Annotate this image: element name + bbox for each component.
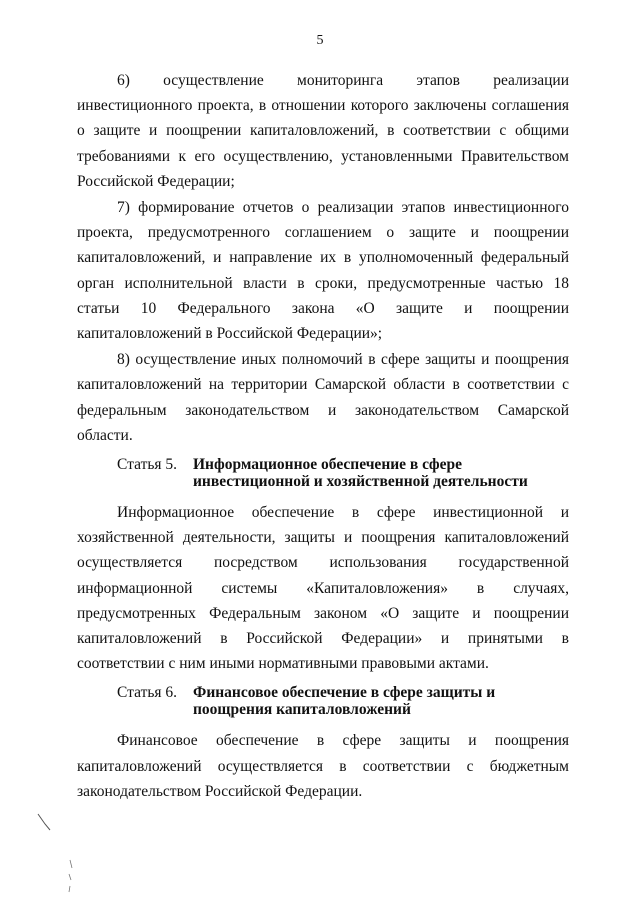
article-5-text: Информационное обеспечение в сфере инвестиционной и хозяйственной деятельности, защиты и поощрения капиталовложений осуществляется посредством использования государственной информационной системы «Капиталовложения» в случаях, предусмотренных Федеральным законом «О защите и поощрении капиталовложений в Российской Федерации» и принятыми в соответствии с ним иными нормативными правовыми актами.	[77, 504, 569, 673]
article-6-title: Финансовое обеспечение в сфере защиты и поощрения капиталовложений	[193, 684, 496, 719]
article-5-title: Информационное обеспечение в сфере инвестиционной и хозяйственной деятельности	[193, 456, 528, 491]
list-item-7: 7) формирование отчетов о реализации этапов инвестиционного проекта, предусмотренного соглашением о защите и поощрении капиталовложений, и направление их в уполномоченный федеральный орган исполнительной власти в сроки, предусмотренные частью 18 статьи 10 Федерального закона «О защите и поощрении капиталовложений в Российской Федерации»;	[77, 199, 569, 343]
article-6-heading	[77, 684, 569, 718]
scan-artifact-mark	[36, 810, 76, 900]
list-item-6: 6) осуществление мониторинга этапов реализации инвестиционного проекта, в отношении которого заключены соглашения о защите и поощрении капиталовложений, в соответствии с общими требованиями к его осуществлению, установленными Правительством Российской Федерации;	[77, 72, 569, 190]
document-body	[77, 68, 569, 804]
article-5-number: Статья 5.	[117, 456, 178, 474]
article-5-heading	[77, 456, 569, 490]
page-number: 5	[316, 33, 324, 48]
list-item-8: 8) осуществление иных полномочий в сфере защиты и поощрения капиталовложений на территории Самарской области в соответствии с федеральным законодательством и законодательством Самарской области.	[77, 351, 569, 444]
article-6-text: Финансовое обеспечение в сфере защиты и поощрения капиталовложений осуществляется в соответствии с бюджетным законодательством Российской Федерации.	[77, 732, 569, 800]
article-6-number: Статья 6.	[117, 684, 178, 702]
